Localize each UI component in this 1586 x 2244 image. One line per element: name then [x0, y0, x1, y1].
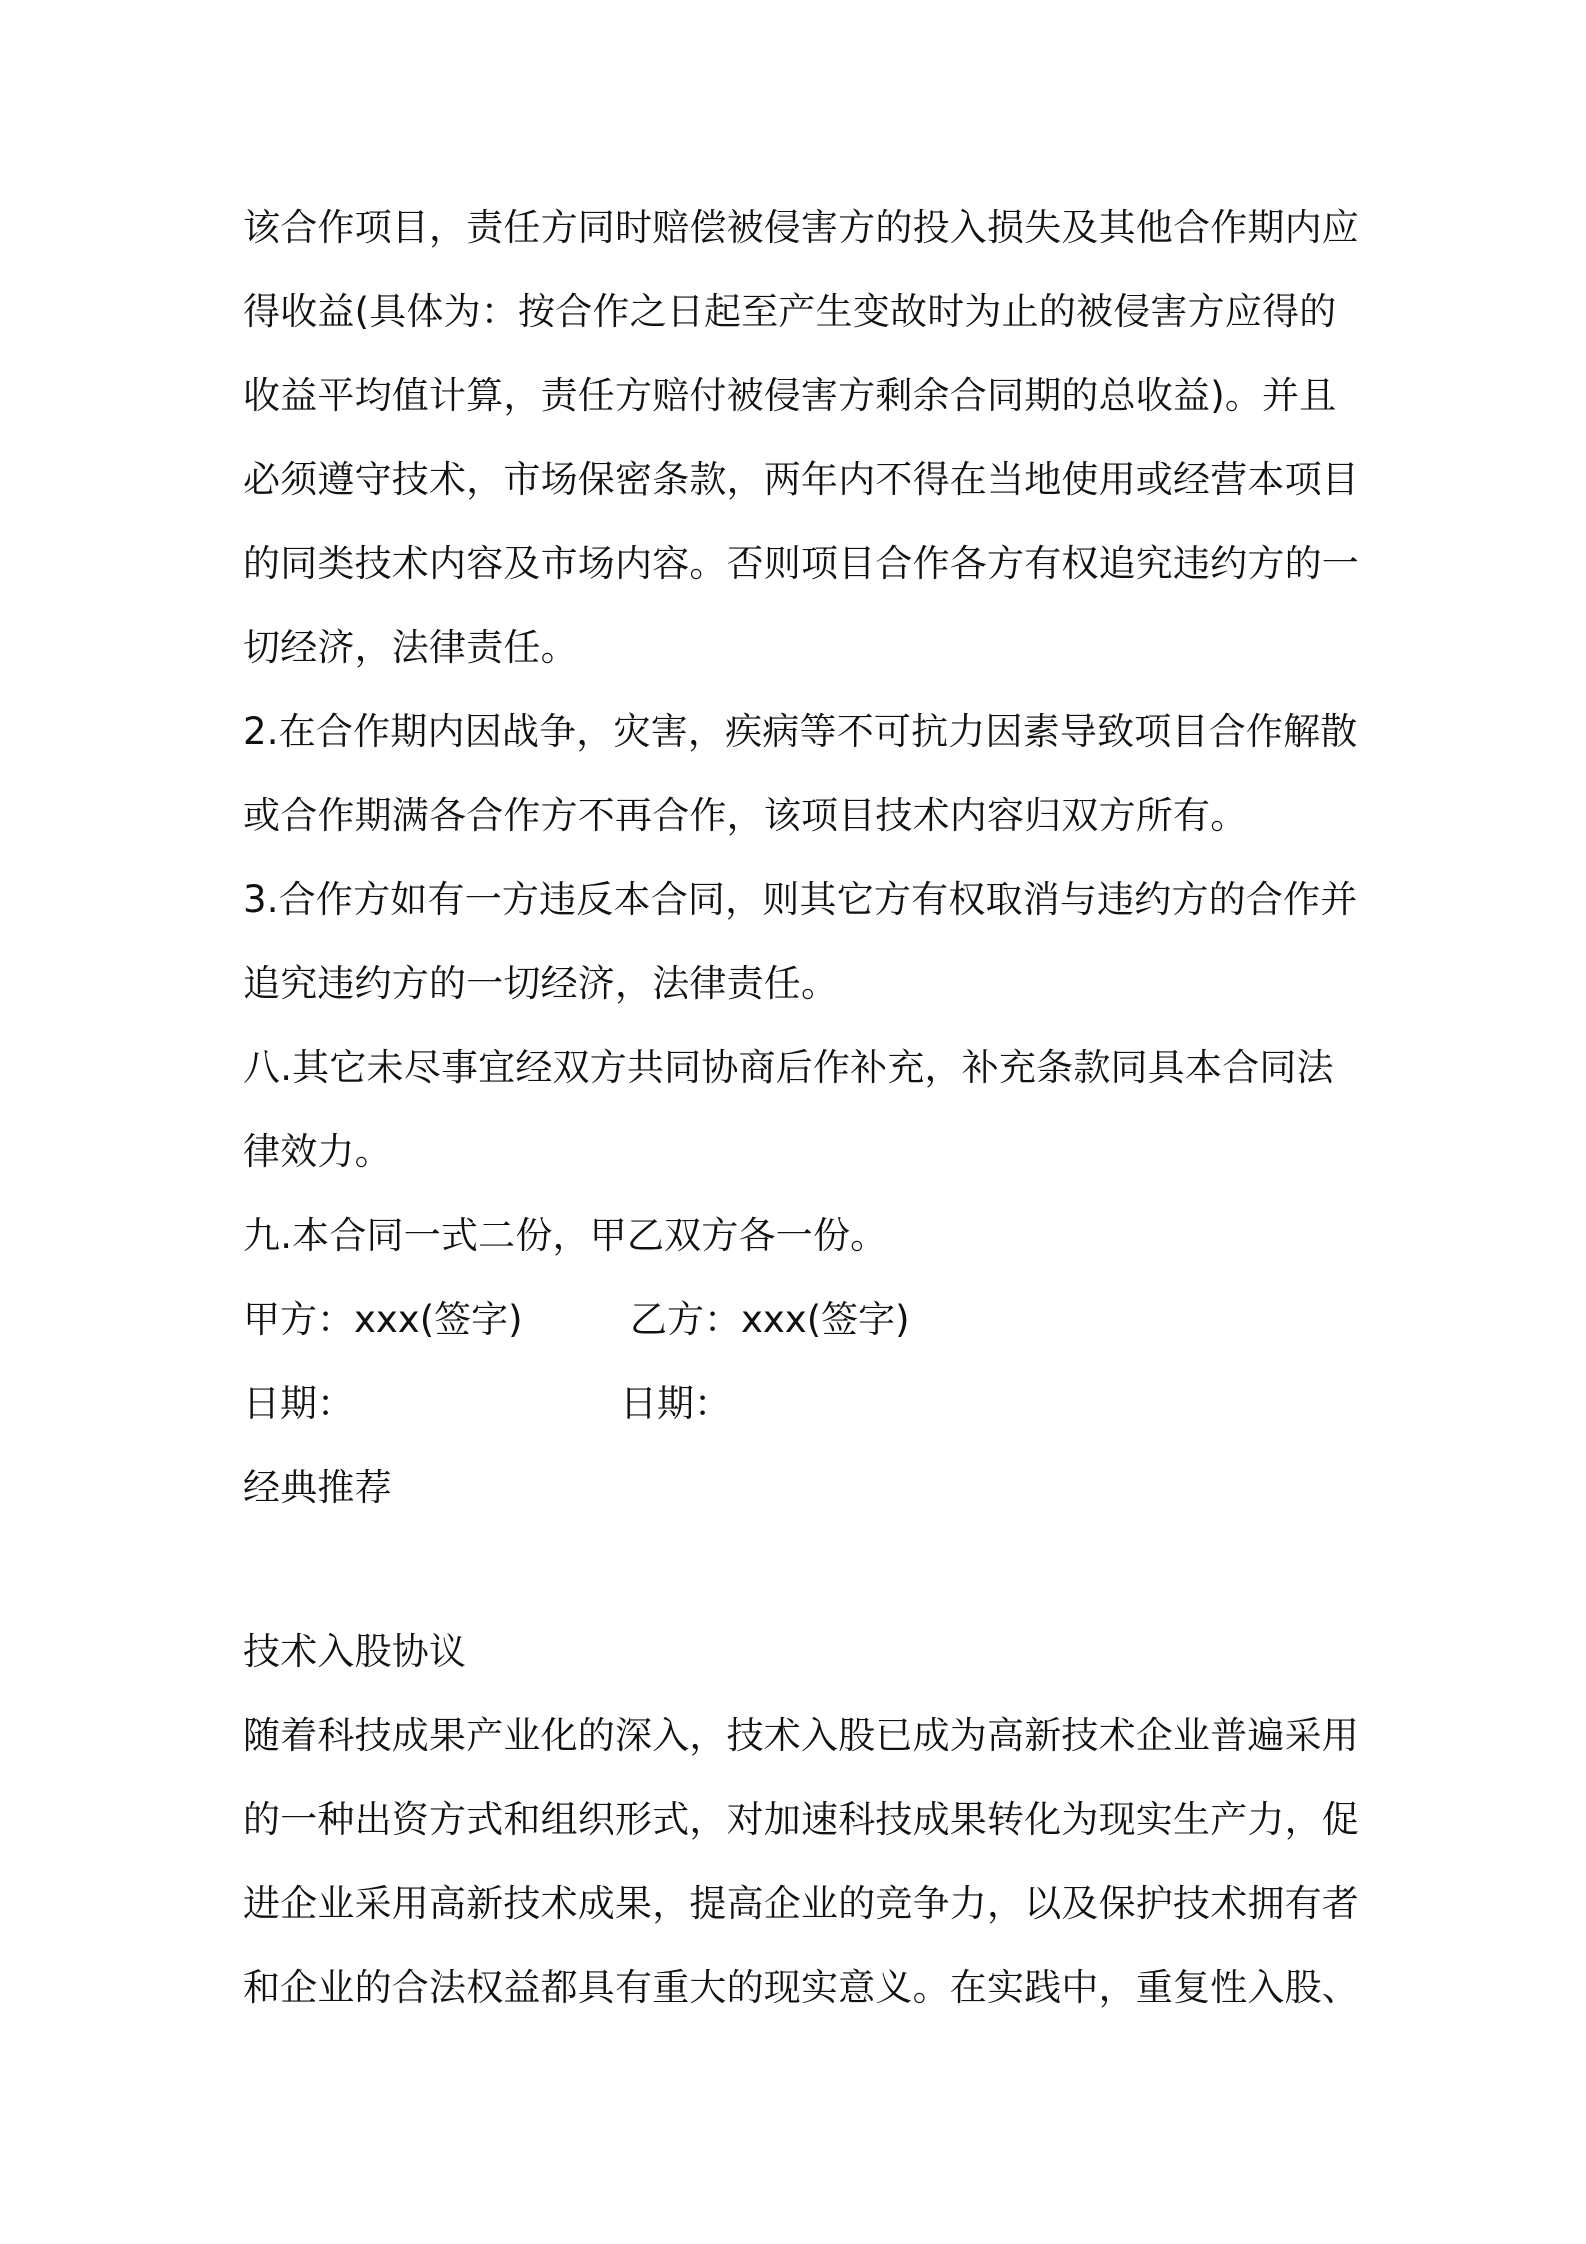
section-title: 技术入股协议: [243, 1630, 467, 1673]
clause-2-line: 2.在合作期内因战争，灾害，疾病等不可抗力因素导致项目合作解散: [243, 710, 1358, 753]
section-paragraph-line: 进企业采用高新技术成果，提高企业的竞争力，以及保护技术拥有者: [243, 1882, 1359, 1925]
party-a-signature: 甲方：xxx(签字): [243, 1298, 523, 1341]
section-paragraph-line: 和企业的合法权益都具有重大的现实意义。在实践中，重复性入股、: [243, 1966, 1359, 2009]
clause-3-line: 追究违约方的一切经济，法律责任。: [243, 962, 839, 1005]
party-a-date: 日期：: [243, 1382, 354, 1425]
article-8-line: 八.其它未尽事宜经双方共同协商后作补充，补充条款同具本合同法: [243, 1046, 1334, 1089]
party-b-date: 日期：: [620, 1382, 731, 1425]
paragraph-line: 收益平均值计算，责任方赔付被侵害方剩余合同期的总收益)。并且: [243, 374, 1337, 417]
article-8-line: 律效力。: [243, 1130, 392, 1173]
clause-3-line: 3.合作方如有一方违反本合同，则其它方有权取消与违约方的合作并: [243, 878, 1358, 921]
paragraph-line: 得收益(具体为：按合作之日起至产生变故时为止的被侵害方应得的: [243, 290, 1337, 333]
recommend-label: 经典推荐: [243, 1466, 392, 1509]
section-paragraph-line: 随着科技成果产业化的深入，技术入股已成为高新技术企业普遍采用: [243, 1714, 1359, 1757]
paragraph-line: 必须遵守技术，市场保密条款，两年内不得在当地使用或经营本项目: [243, 458, 1359, 501]
paragraph-line: 的同类技术内容及市场内容。否则项目合作各方有权追究违约方的一: [243, 542, 1359, 585]
party-b-signature: 乙方：xxx(签字): [630, 1298, 910, 1341]
article-9-line: 九.本合同一式二份，甲乙双方各一份。: [243, 1214, 888, 1257]
section-paragraph-line: 的一种出资方式和组织形式，对加速科技成果转化为现实生产力，促: [243, 1798, 1359, 1841]
clause-2-line: 或合作期满各合作方不再合作，该项目技术内容归双方所有。: [243, 794, 1248, 837]
paragraph-line: 该合作项目，责任方同时赔偿被侵害方的投入损失及其他合作期内应: [243, 206, 1359, 249]
paragraph-line: 切经济，法律责任。: [243, 626, 578, 669]
